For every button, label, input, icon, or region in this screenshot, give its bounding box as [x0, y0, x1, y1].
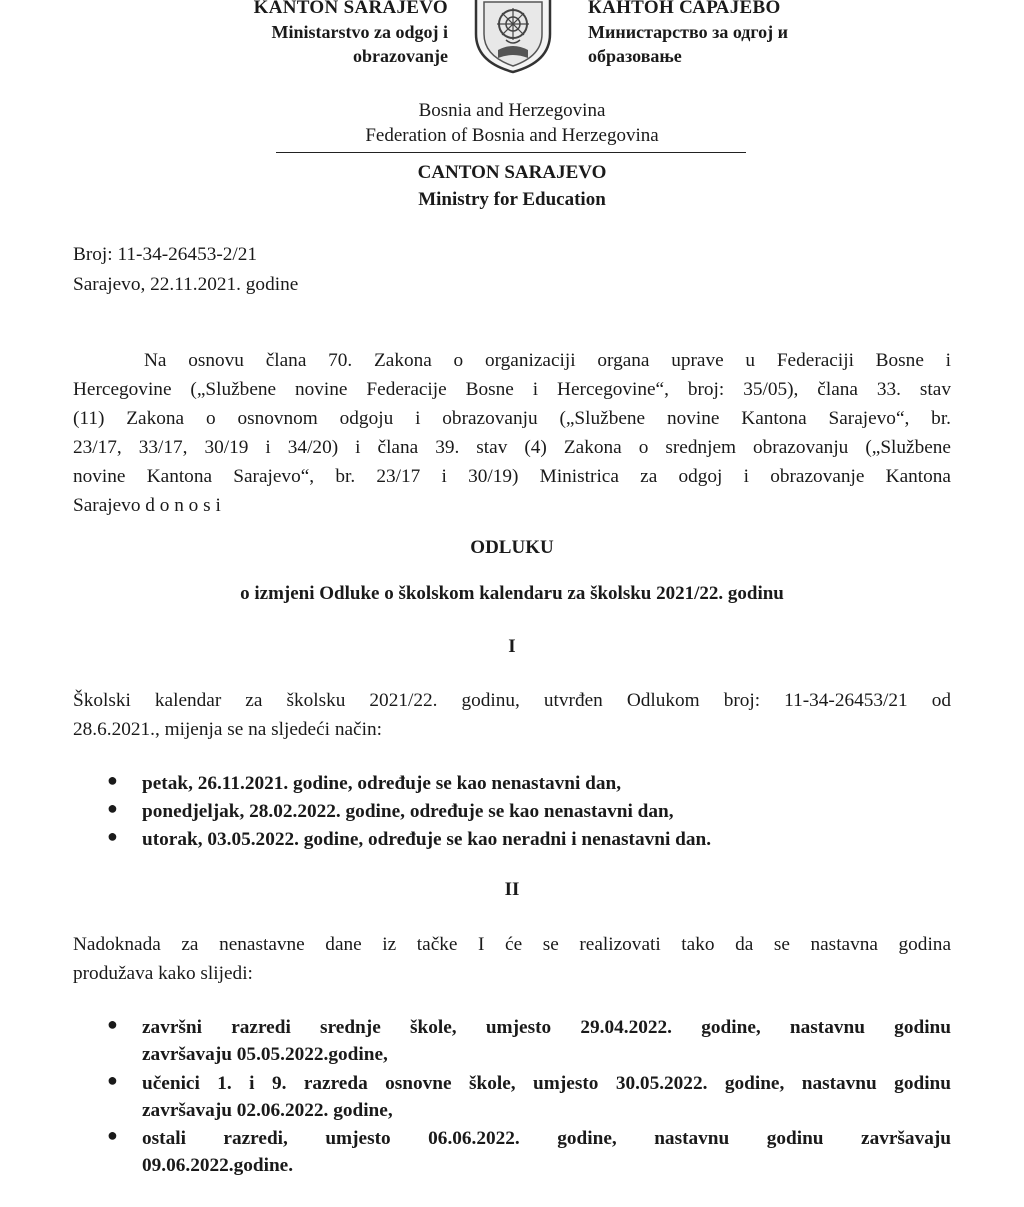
federation-name: Federation of Bosnia and Herzegovina: [365, 125, 659, 146]
section2-intro-line: Nadoknada za nenastavne dane iz tačke I će se realizovati tako da se nastavna godina: [73, 934, 951, 955]
letterhead-english-bold: [0, 159, 1024, 213]
preamble-line: novine Kantona Sarajevo“, br. 23/17 i 30/19) Ministrica za odgoj i obrazovanje Kantona: [73, 466, 951, 487]
section2-intro-line: produžava kako slijedi:: [73, 963, 253, 984]
section-numeral-2: II: [504, 879, 520, 900]
preamble-line: Hercegovine („Službene novine Federacije Bosne i Hercegovine“, broj: 35/05), člana 33. stav: [73, 379, 951, 400]
letterhead-left: [254, 0, 448, 68]
canton-name-english: CANTON SARAJEVO: [417, 162, 607, 183]
ministry-name-english: Ministry for Education: [418, 189, 606, 210]
preamble-paragraph: [73, 346, 951, 520]
bullet-icon: ●: [107, 826, 118, 846]
ministry-name-latin-1: Ministarstvo za odgoj i: [271, 22, 448, 42]
decision-subtitle: o izmjeni Odluke o školskom kalendaru za školsku 2021/22. godinu: [240, 583, 784, 604]
letterhead-right: [588, 0, 788, 68]
letterhead-english: [0, 98, 1024, 148]
coat-of-arms-icon: [470, 0, 556, 74]
document-number: Broj: 11-34-26453-2/21: [73, 244, 258, 265]
section1-intro: [73, 686, 951, 744]
header-divider: [276, 152, 746, 153]
bullet-icon: ●: [107, 798, 118, 818]
ministry-name-cyrillic-2: образовање: [588, 46, 682, 66]
document-place-date: Sarajevo, 22.11.2021. godine: [73, 274, 299, 295]
reference-block: [73, 240, 298, 300]
preamble-line: 23/17, 33/17, 30/19 i 34/20) i člana 39. stav (4) Zakona o srednjem obrazovanju („Službene: [73, 437, 951, 458]
section-numeral-1: I: [508, 636, 516, 657]
canton-name-cyrillic: КАНТОН САРАЈЕВО: [588, 0, 781, 18]
section1-intro-line: Školski kalendar za školsku 2021/22. godinu, utvrđen Odlukom broj: 11-34-26453/21 od: [73, 690, 951, 711]
preamble-line: Sarajevo d o n o s i: [73, 495, 221, 516]
bullet-icon: ●: [107, 1125, 118, 1145]
ministry-name-latin-2: obrazovanje: [353, 46, 448, 66]
decision-title: ODLUKU: [470, 537, 554, 558]
bullet-icon: ●: [107, 1014, 118, 1034]
section2-intro: [73, 930, 951, 988]
section1-intro-line: 28.6.2021., mijenja se na sljedeći način:: [73, 719, 382, 740]
preamble-line: (11) Zakona o osnovnom odgoju i obrazovanju („Službene novine Kantona Sarajevo“, br.: [73, 408, 951, 429]
canton-name-latin: KANTON SARAJEVO: [253, 0, 448, 18]
bullet-icon: ●: [107, 770, 118, 790]
preamble-line: Na osnovu člana 70. Zakona o organizaciji organa uprave u Federaciji Bosne i: [144, 350, 951, 371]
bullet-icon: ●: [107, 1070, 118, 1090]
country-name: Bosnia and Herzegovina: [418, 100, 606, 121]
ministry-name-cyrillic-1: Министарство за одгој и: [588, 22, 789, 42]
